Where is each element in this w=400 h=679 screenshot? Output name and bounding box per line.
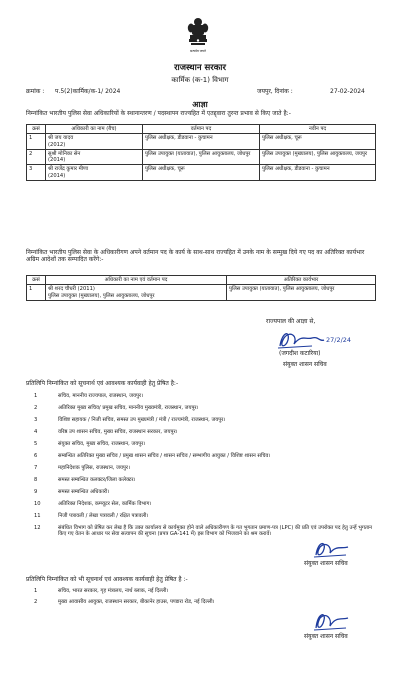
table-row — [27, 165, 376, 181]
col-header-officer-post: अधिकारी का नाम एवं वर्तमान पद — [46, 276, 227, 285]
table-header-row — [27, 125, 376, 134]
list-item-number: 2 — [34, 405, 38, 411]
list-item-number: 11 — [34, 513, 41, 519]
order-title: आज्ञा — [192, 100, 208, 109]
cell-officer — [46, 134, 143, 150]
list-item-number: 2 — [34, 599, 38, 605]
list-item: समस्त सम्बन्धित कलक्टर/जिला कलेक्टर। — [58, 477, 136, 483]
col-header-serial: क्रसं — [27, 125, 46, 134]
copy-intro-1: प्रतिलिपि निम्नांकित को सूचनार्थ एवं आवश्यक कार्यवाही हेतु प्रेषित है:- — [26, 380, 179, 387]
officer-name: श्री राजेंद्र कुमार मीणा — [48, 166, 89, 173]
col-header-new-post: नवीन पद — [260, 125, 376, 134]
list-item: अतिरिक्त निदेशक, कम्प्यूटर सेल, कार्मिक विभाग। — [58, 501, 152, 507]
list-item: सम्बन्धित अतिरिक्त मुख्य सचिव / प्रमुख शासन सचिव / शासन सचिव / सम्भागीय आयुक्त / विशिष्ट शासन सचिव। — [58, 453, 271, 459]
list-item: विशिष्ट सहायक / निजी सचिव, समस्त उप मुख्यमंत्री / मंत्री / राज्यमंत्री, राजस्थान, जयपुर। — [58, 417, 226, 423]
list-item-number: 7 — [34, 465, 38, 471]
table-row — [27, 149, 376, 165]
order-by-governor: राज्यपाल की आज्ञा से, — [266, 318, 316, 325]
list-item: मुख्य आवासीय आयुक्त, राजस्थान सरकार, बीकानेर हाउस, पण्डारा रोड, नई दिल्ली। — [58, 599, 215, 605]
cell-officer-post — [46, 285, 227, 301]
intro-transfer: निम्नांकित भारतीय पुलिस सेवा अधिकारियों के स्थानान्तरण / पदस्थापन राज्यहित में एतद्द्वारा तुरन्त प्रभाव से किए जाते है:- — [26, 110, 291, 117]
list-item-number: 1 — [34, 393, 38, 399]
list-item-number: 12 — [34, 525, 41, 531]
cell-officer — [46, 165, 143, 181]
list-item: संबंधित विभाग को प्रेषित कर लेख है कि उक्त कार्यालय से कार्यमुक्त होने वाले अधिकारीगण के गत भुगतान प्रमाण-पत्र (LPC) की प्रति एवं उपरोक्त पद हेतु उन्हें भुगतान किए गए वेतन के आधार पर सेवा सत्यापन की सूचना (प्रपत्र GA-141 में) इस विभाग को भिजवाने का श्रम करावें। — [58, 525, 373, 538]
list-item-number: 1 — [34, 588, 38, 594]
list-item: वरिष्ठ उप शासन सचिव, मुख्य सचिव, राजस्थान सरकार, जयपुर। — [58, 429, 178, 435]
ref-label: क्रमांक : — [26, 88, 45, 95]
list-item-number: 3 — [34, 417, 38, 423]
officer-name: श्री जय यादव — [48, 135, 74, 142]
list-item: निजी पत्रावली / लेखा पत्रावली / रक्षित पत्रावली। — [58, 513, 149, 519]
cell-serial: 3 — [27, 165, 46, 181]
list-item: महानिदेशक पुलिस, राजस्थान, जयपुर। — [58, 465, 130, 471]
col-header-officer: अधिकारी का नाम (बैच) — [46, 125, 143, 134]
cell-new-post: पुलिस अधीक्षक, डीडवाना - कुचामन — [260, 165, 376, 181]
table-header-row — [27, 276, 376, 285]
intro-additional-charge: निम्नांकित भारतीय पुलिस सेवा के अधिकारीगण अपने वर्तमान पद के कार्य के साथ-साथ राज्यहित में उनके नाम के सम्मुख दिये गए पद का अतिरिक्त कार्यभार अग्रिम आदेशों तक सम्पादित करेंगे:- — [26, 249, 365, 264]
ref-number: प.5(2)कार्मिक/क-1/ 2024 — [55, 88, 121, 95]
state-emblem-icon — [183, 16, 213, 58]
signatory-name: (जगदीश कटारिया) — [279, 350, 321, 357]
designation-2: संयुक्त शासन सचिव — [304, 560, 348, 567]
cell-officer — [46, 149, 143, 165]
copy-intro-2: प्रतिलिपि निम्नांकित को भी सूचनार्थ एवं आवश्यक कार्यवाही हेतु प्रेषित है :- — [26, 576, 188, 583]
officer-current-post: पुलिस उपायुक्त (मुख्यालय), पुलिस आयुक्तालय, जोधपुर — [48, 292, 155, 299]
cell-current-post: पुलिस अधीक्षक, चूरू — [143, 165, 260, 181]
list-item-number: 6 — [34, 453, 38, 459]
officer-name: श्री शरद चौधरी (2011) — [48, 286, 95, 293]
officer-name: सुश्री मोनिका सेन — [48, 150, 81, 157]
list-item: अतिरिक्त मुख्य सचिव/ प्रमुख सचिव, माननीय मुख्यमंत्री, राजस्थान, जयपुर। — [58, 405, 199, 411]
officer-batch: (2012) — [48, 141, 66, 148]
list-item-number: 4 — [34, 429, 38, 435]
cell-new-post: पुलिस उपायुक्त (मुख्यालय), पुलिस आयुक्तालय, जयपुर — [260, 149, 376, 165]
govt-name: राजस्थान सरकार — [174, 63, 226, 73]
cell-serial: 1 — [27, 285, 46, 301]
order-date: 27-02-2024 — [330, 88, 365, 95]
col-header-serial: क्रसं — [27, 276, 46, 285]
list-item: संयुक्त सचिव, मुख्य सचिव, राजस्थान, जयपुर। — [58, 441, 146, 447]
signature-date: 27/2/24 — [326, 336, 352, 344]
table-row — [27, 285, 376, 301]
designation-3: संयुक्त शासन सचिव — [304, 633, 348, 640]
additional-charge-table — [26, 275, 376, 301]
svg-text:सत्यमेव जयते: सत्यमेव जयते — [190, 49, 206, 53]
signature-3 — [306, 608, 376, 634]
list-item: सचिव, भारत सरकार, गृह मंत्रालय, नार्थ ब्लाक, नई दिल्ली। — [58, 588, 169, 594]
list-item-number: 10 — [34, 501, 41, 507]
cell-serial: 1 — [27, 134, 46, 150]
cell-new-post: पुलिस अधीक्षक, चूरू — [260, 134, 376, 150]
place-date-label: जयपुर, दिनांक : — [257, 88, 293, 95]
list-item-number: 9 — [34, 489, 38, 495]
officer-batch: (2014) — [48, 172, 66, 179]
cell-additional-charge: पुलिस उपायुक्त (यातायात), पुलिस आयुक्तालय, जोधपुर — [227, 285, 376, 301]
cell-serial: 2 — [27, 149, 46, 165]
cell-current-post: पुलिस उपायुक्त (यातायात), पुलिस आयुक्तालय, जोधपुर — [143, 149, 260, 165]
cell-current-post: पुलिस अधीक्षक, डीडवाना - कुचामन — [143, 134, 260, 150]
signature-2 — [306, 537, 376, 561]
list-item: समस्त सम्बन्धित अधिकारी। — [58, 489, 110, 495]
list-item: सचिव, माननीय राज्यपाल, राजस्थान, जयपुर। — [58, 393, 144, 399]
list-item-number: 5 — [34, 441, 38, 447]
col-header-current-post: वर्तमान पद — [143, 125, 260, 134]
transfer-table — [26, 124, 376, 181]
department-name: कार्मिक (क-1) विभाग — [171, 76, 229, 84]
signatory-designation: संयुक्त शासन सचिव — [283, 361, 327, 368]
col-header-additional-charge: अतिरिक्त कार्यभार — [227, 276, 376, 285]
table-row — [27, 134, 376, 150]
officer-batch: (2014) — [48, 157, 66, 164]
list-item-number: 8 — [34, 477, 38, 483]
